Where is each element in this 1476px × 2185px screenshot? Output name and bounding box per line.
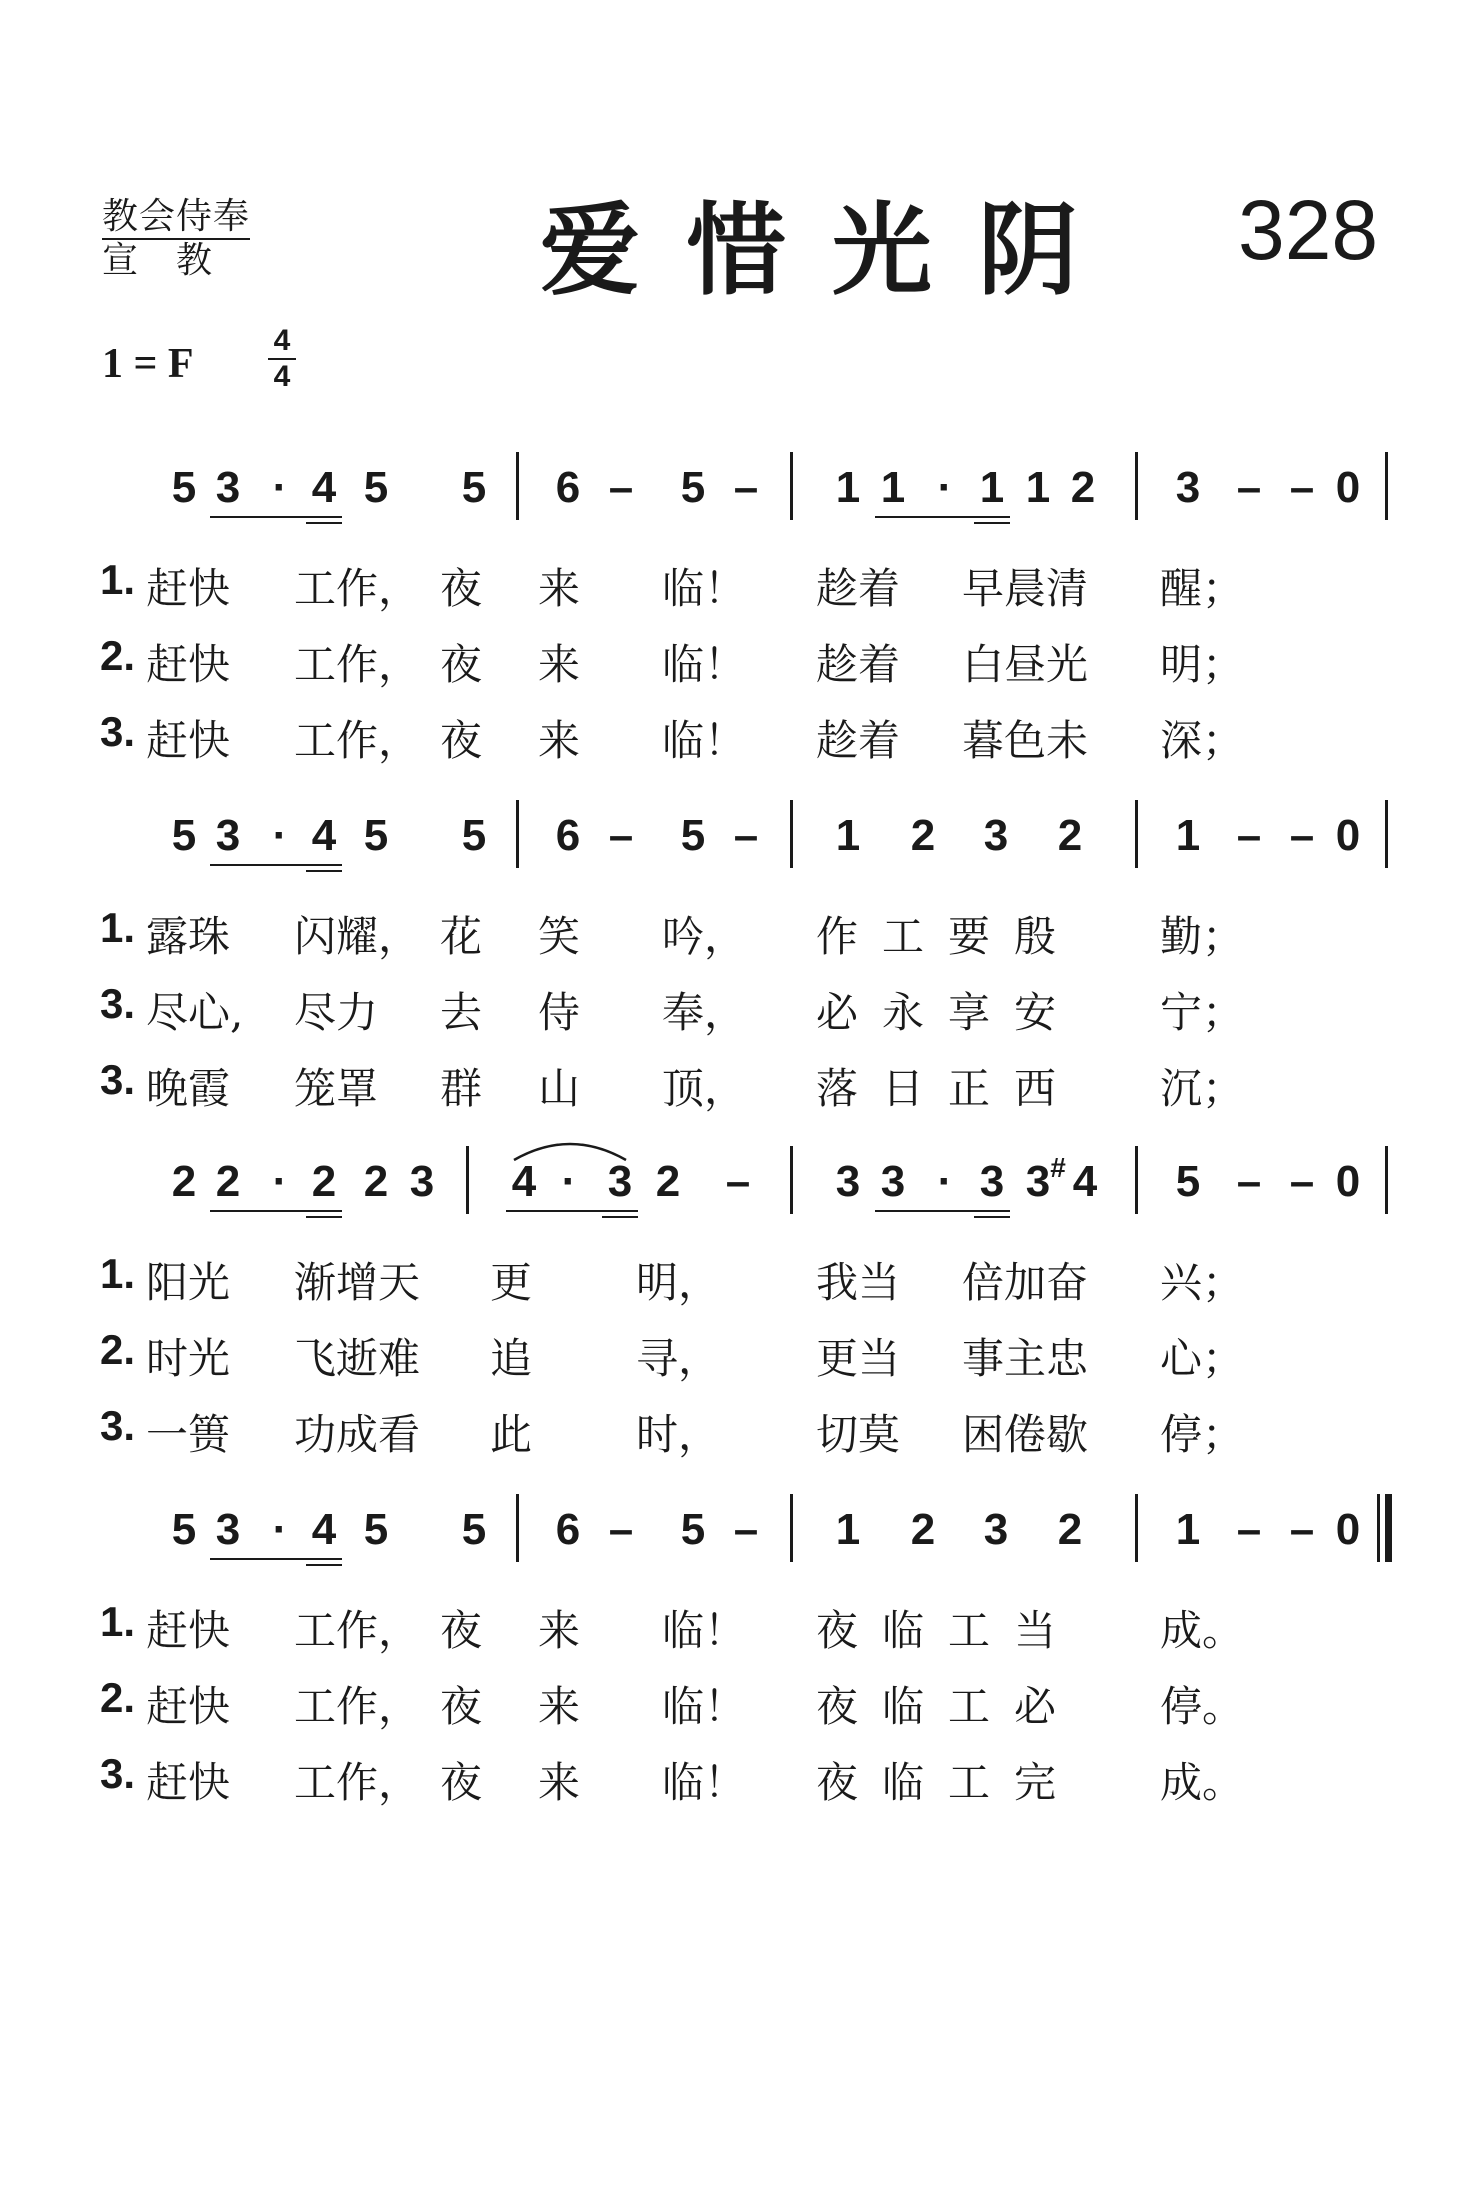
lyric-word: 困倦歇 [962, 1410, 1089, 1459]
note: 2 [1057, 811, 1083, 860]
note: 5 [171, 1505, 197, 1554]
lyric-word: 露珠 [146, 912, 231, 961]
dot-note: · [272, 811, 288, 860]
lyric-word: 赶快 [146, 564, 231, 613]
dot-note: · [561, 1157, 577, 1206]
lyric-line [0, 708, 1476, 768]
note: 5 [461, 463, 487, 512]
dash-note: – [1236, 1505, 1262, 1554]
lyric-word: 倍加奋 [962, 1258, 1089, 1307]
note: 3 [215, 811, 241, 860]
bar-line [516, 800, 519, 868]
lyric-word: 工作， [294, 716, 421, 765]
lyric-word: 渐增天 [294, 1258, 421, 1307]
note: 3 [983, 1505, 1009, 1554]
verse-number: 1. [100, 904, 136, 951]
dash-note: – [1289, 463, 1315, 512]
lyric-word: 时光 [146, 1334, 231, 1383]
lyric-word: 工作， [294, 564, 421, 613]
note: 3 [1175, 463, 1201, 512]
lyric-word: 夜 [440, 1758, 483, 1807]
lyric-word: 醒； [1160, 564, 1245, 613]
note: 4 [311, 1505, 337, 1554]
double-underline [306, 522, 342, 524]
lyric-word: 早晨清 [962, 564, 1089, 613]
lyric-word: 必永享安 [816, 988, 1081, 1037]
note: 3 [880, 1157, 906, 1206]
note: 0 [1335, 1157, 1361, 1206]
lyric-word: 停。 [1160, 1682, 1245, 1731]
note: 3 [607, 1157, 633, 1206]
lyric-word: 飞逝难 [294, 1334, 421, 1383]
note: 5 [363, 1505, 389, 1554]
lyric-word: 来 [538, 564, 581, 613]
lyric-word: 晚霞 [146, 1064, 231, 1113]
note: 4 [311, 811, 337, 860]
lyric-line [0, 1250, 1476, 1310]
lyric-line [0, 556, 1476, 616]
time-signature-bottom: 4 [268, 358, 296, 394]
category-top: 教会侍奉 [102, 188, 250, 239]
dot-note: · [937, 1157, 953, 1206]
lyric-word: 兴； [1160, 1258, 1245, 1307]
note: 4 [1072, 1157, 1098, 1206]
lyric-word: 工作， [294, 1758, 421, 1807]
lyric-word: 夜 [440, 1606, 483, 1655]
lyric-line [0, 632, 1476, 692]
note: 5 [171, 811, 197, 860]
lyric-word: 奉， [662, 988, 747, 1037]
dash-note: – [1236, 463, 1262, 512]
note: 2 [910, 811, 936, 860]
lyric-word: 工作， [294, 1606, 421, 1655]
lyric-word: 趁着 [816, 716, 901, 765]
note: 5 [461, 811, 487, 860]
lyric-word: 更当 [816, 1334, 901, 1383]
note: 3 [835, 1157, 861, 1206]
note: 3 [409, 1157, 435, 1206]
lyric-word: 成。 [1160, 1758, 1245, 1807]
lyric-word: 临！ [662, 716, 747, 765]
beam-underline [506, 1210, 638, 1212]
lyric-word: 明， [636, 1258, 721, 1307]
lyric-line [0, 1674, 1476, 1734]
hymn-number: 328 [1238, 183, 1379, 277]
dash-note: – [1289, 1505, 1315, 1554]
lyric-word: 去 [440, 988, 483, 1037]
lyric-word: 来 [538, 1606, 581, 1655]
bar-line [1385, 452, 1388, 520]
dash-note: – [733, 1505, 759, 1554]
lyric-word: 临！ [662, 1606, 747, 1655]
beam-underline [210, 1210, 342, 1212]
verse-number: 2. [100, 1674, 136, 1721]
dash-note: – [1236, 1157, 1262, 1206]
note: 2 [311, 1157, 337, 1206]
lyric-word: 赶快 [146, 1758, 231, 1807]
bar-line [1135, 1146, 1138, 1214]
note: 1 [880, 463, 906, 512]
note: 2 [215, 1157, 241, 1206]
dash-note: – [1289, 811, 1315, 860]
note: 5 [461, 1505, 487, 1554]
dash-note: – [1236, 811, 1262, 860]
note: 2 [655, 1157, 681, 1206]
lyric-word: 暮色未 [962, 716, 1089, 765]
double-underline [306, 870, 342, 872]
double-underline [306, 1216, 342, 1218]
lyric-word: 趁着 [816, 640, 901, 689]
double-underline [974, 522, 1010, 524]
hymn-title: 爱惜光阴 [540, 192, 1124, 309]
lyric-word: 尽力 [294, 988, 379, 1037]
beam-underline [210, 516, 342, 518]
lyric-word: 此 [490, 1410, 533, 1459]
time-signature [268, 324, 296, 394]
dot-note: · [272, 1157, 288, 1206]
verse-number: 1. [100, 1598, 136, 1645]
note: 3 [983, 811, 1009, 860]
note: 4 [511, 1157, 537, 1206]
verse-number: 1. [100, 556, 136, 603]
lyric-word: 临！ [662, 564, 747, 613]
lyric-line [0, 1326, 1476, 1386]
dash-note: – [608, 1505, 634, 1554]
bar-line [516, 1494, 519, 1562]
note: 3 [215, 1505, 241, 1554]
bar-line [790, 452, 793, 520]
dash-note: – [733, 463, 759, 512]
double-underline [306, 1564, 342, 1566]
lyric-word: 笑 [538, 912, 581, 961]
dash-note: – [733, 811, 759, 860]
verse-number: 3. [100, 1750, 136, 1797]
lyric-word: 夜 [440, 716, 483, 765]
lyric-word: 吟， [662, 912, 747, 961]
note: 2 [1070, 463, 1096, 512]
lyric-line [0, 904, 1476, 964]
lyric-word: 趁着 [816, 564, 901, 613]
lyric-word: 山 [538, 1064, 581, 1113]
beam-underline [875, 1210, 1010, 1212]
note: 5 [680, 811, 706, 860]
lyric-word: 时， [636, 1410, 721, 1459]
lyric-word: 成。 [1160, 1606, 1245, 1655]
note: 2 [363, 1157, 389, 1206]
lyric-word: 落日正西 [816, 1064, 1081, 1113]
verse-number: 2. [100, 632, 136, 679]
bar-line [1377, 1494, 1380, 1562]
lyric-word: 追 [490, 1334, 533, 1383]
note: 1 [1025, 463, 1051, 512]
lyric-line [0, 1750, 1476, 1810]
note: 5 [1175, 1157, 1201, 1206]
bar-line [1135, 1494, 1138, 1562]
beam-underline [875, 516, 1010, 518]
lyric-word: 工作， [294, 640, 421, 689]
note: 6 [555, 463, 581, 512]
lyric-word: 赶快 [146, 1682, 231, 1731]
lyric-word: 来 [538, 1758, 581, 1807]
lyric-word: 赶快 [146, 1606, 231, 1655]
bar-line [466, 1146, 469, 1214]
verse-number: 3. [100, 980, 136, 1027]
lyric-word: 夜 [440, 1682, 483, 1731]
lyric-word: 笼罩 [294, 1064, 379, 1113]
lyric-word: 赶快 [146, 640, 231, 689]
lyric-word: 工作， [294, 1682, 421, 1731]
note: 6 [555, 1505, 581, 1554]
note: 3 [215, 463, 241, 512]
lyric-line [0, 1056, 1476, 1116]
bar-line [790, 1146, 793, 1214]
note: 0 [1335, 1505, 1361, 1554]
note: 5 [171, 463, 197, 512]
bar-line [790, 1494, 793, 1562]
lyric-word: 白昼光 [962, 640, 1089, 689]
final-bar-line [1385, 1494, 1392, 1562]
note: 3 [1025, 1157, 1051, 1206]
lyric-word: 夜临工当 [816, 1606, 1081, 1655]
dash-note: – [1289, 1157, 1315, 1206]
note: 0 [1335, 463, 1361, 512]
sharp-sign: # [1050, 1152, 1066, 1183]
double-underline [602, 1216, 638, 1218]
note: 2 [910, 1505, 936, 1554]
lyric-word: 宁； [1160, 988, 1245, 1037]
lyric-word: 来 [538, 1682, 581, 1731]
lyric-word: 赶快 [146, 716, 231, 765]
note: 1 [835, 811, 861, 860]
lyric-line [0, 980, 1476, 1040]
verse-number: 2. [100, 1326, 136, 1373]
lyric-word: 临！ [662, 1682, 747, 1731]
category-bottom: 宣 教 [102, 240, 214, 281]
verse-number: 3. [100, 708, 136, 755]
lyric-word: 夜临工必 [816, 1682, 1081, 1731]
note: 1 [1175, 811, 1201, 860]
dash-note: – [608, 463, 634, 512]
note: 5 [363, 463, 389, 512]
verse-number: 3. [100, 1402, 136, 1449]
lyric-word: 心； [1160, 1334, 1245, 1383]
bar-line [1385, 1146, 1388, 1214]
dot-note: · [272, 1505, 288, 1554]
lyric-word: 切莫 [816, 1410, 901, 1459]
lyric-word: 事主忠 [962, 1334, 1089, 1383]
time-signature-top: 4 [273, 324, 291, 357]
double-underline [974, 1216, 1010, 1218]
note: 0 [1335, 811, 1361, 860]
lyric-word: 停； [1160, 1410, 1245, 1459]
note: 5 [680, 1505, 706, 1554]
key-signature: 1 = F [102, 341, 194, 387]
lyric-word: 群 [440, 1064, 483, 1113]
lyric-word: 闪耀， [294, 912, 421, 961]
note: 4 [311, 463, 337, 512]
note: 5 [680, 463, 706, 512]
beam-underline [210, 864, 342, 866]
lyric-word: 尽心, [146, 988, 244, 1037]
lyric-line [0, 1598, 1476, 1658]
verse-number: 1. [100, 1250, 136, 1297]
lyric-word: 功成看 [294, 1410, 421, 1459]
slur-mark [510, 1134, 630, 1164]
note: 1 [1175, 1505, 1201, 1554]
bar-line [1135, 452, 1138, 520]
note: 1 [979, 463, 1005, 512]
note: 6 [555, 811, 581, 860]
lyric-word: 勤； [1160, 912, 1245, 961]
note: 3 [979, 1157, 1005, 1206]
lyric-word: 一篑 [146, 1410, 231, 1459]
lyric-word: 夜 [440, 640, 483, 689]
lyric-word: 更 [490, 1258, 533, 1307]
note: 1 [835, 1505, 861, 1554]
lyric-word: 顶， [662, 1064, 747, 1113]
lyric-word: 夜临工完 [816, 1758, 1081, 1807]
lyric-line [0, 1402, 1476, 1462]
lyric-word: 侍 [538, 988, 581, 1037]
lyric-word: 临！ [662, 1758, 747, 1807]
beam-underline [210, 1558, 342, 1560]
bar-line [1135, 800, 1138, 868]
lyric-word: 我当 [816, 1258, 901, 1307]
dash-note: – [725, 1157, 751, 1206]
bar-line [790, 800, 793, 868]
note: 1 [835, 463, 861, 512]
bar-line [1385, 800, 1388, 868]
lyric-word: 夜 [440, 564, 483, 613]
dot-note: · [937, 463, 953, 512]
lyric-word: 阳光 [146, 1258, 231, 1307]
lyric-word: 来 [538, 716, 581, 765]
verse-number: 3. [100, 1056, 136, 1103]
lyric-word: 临！ [662, 640, 747, 689]
lyric-word: 花 [440, 912, 483, 961]
lyric-word: 沉； [1160, 1064, 1245, 1113]
note: 2 [1057, 1505, 1083, 1554]
bar-line [516, 452, 519, 520]
lyric-word: 深； [1160, 716, 1245, 765]
dash-note: – [608, 811, 634, 860]
lyric-word: 来 [538, 640, 581, 689]
lyric-word: 作工要殷 [816, 912, 1081, 961]
dot-note: · [272, 463, 288, 512]
note: 2 [171, 1157, 197, 1206]
lyric-word: 明； [1160, 640, 1245, 689]
lyric-word: 寻， [636, 1334, 721, 1383]
note: 5 [363, 811, 389, 860]
